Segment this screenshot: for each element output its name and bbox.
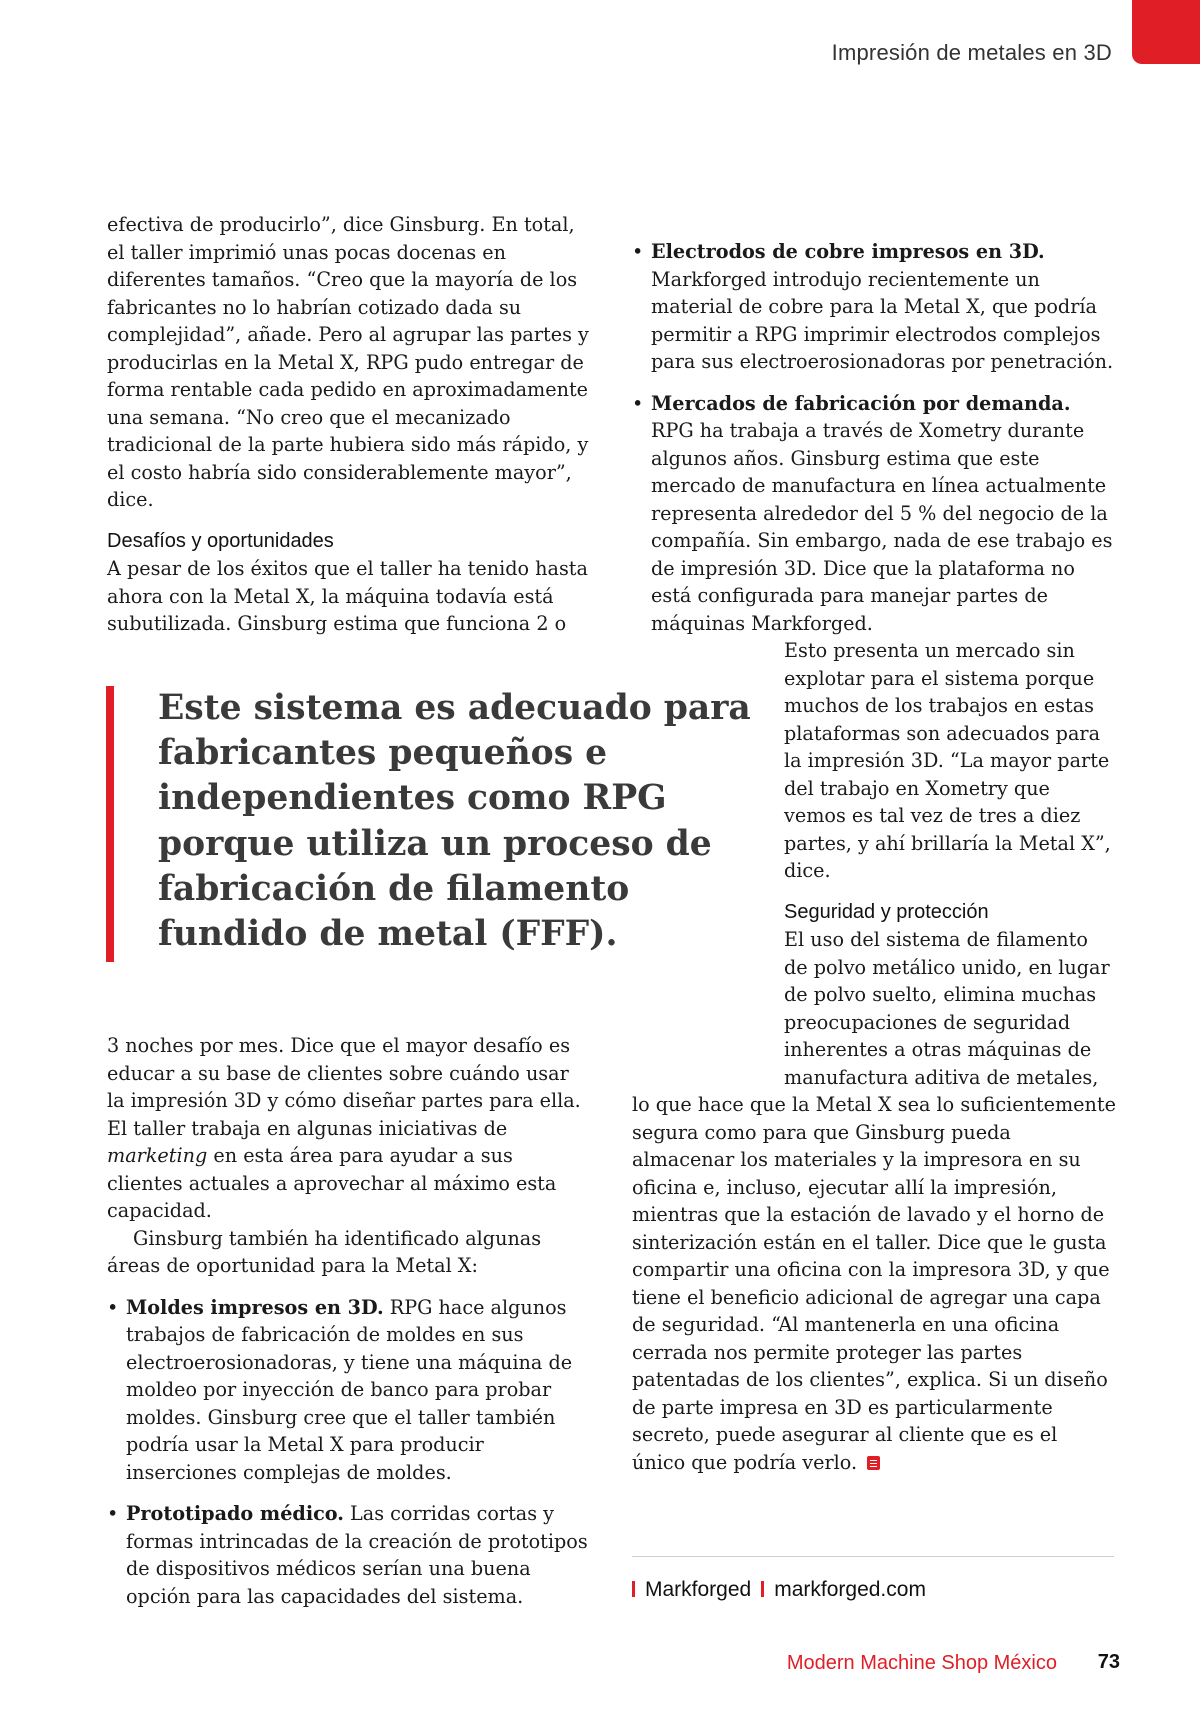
red-corner-tab: [1132, 0, 1200, 64]
red-bar-icon: [761, 1581, 764, 1597]
right-column: [632, 238, 1116, 1476]
end-mark-icon: [867, 1456, 880, 1470]
bullet-on-demand-markets: • Mercados de fabricación por demanda. RPG ha trabaja a través de Xometry durante algunos años. Ginsburg estima que este mercado de manufactura en línea actualmente representa alrededor del 5 % del negocio de la compañía. Sin embargo, nada de ese trabajo es de impresión 3D. Dice que la plataforma no está configurada para manejar partes de máquinas Markforged.: [632, 390, 1116, 638]
footer-publication: Modern Machine Shop México: [786, 1652, 1057, 1674]
bullet-copper-electrodes: • Electrodos de cobre impresos en 3D. Markforged introdujo recientemente un material de cobre para la Metal X, que podría permitir a RPG imprimir electrodos complejos para sus electroerosionadoras por penetración.: [632, 238, 1116, 376]
challenges-paragraph-c: Ginsburg también ha identificado algunas áreas de oportunidad para la Metal X:: [107, 1226, 542, 1277]
challenges-paragraph-b: 3 noches por mes. Dice que el mayor desafío es educar a su base de clientes sobre cuándo usar la impresión 3D y cómo diseñar partes para ella. El taller trabaja en algunas iniciativas de marketing en esta área para ayudar a sus clientes actuales a aprovechar al máximo esta capacidad.: [107, 1034, 581, 1222]
pull-quote-text: Este sistema es adecuado para fabricantes pequeños e independientes como RPG porque utiliza un proceso de fabricación de filamento fundido de metal (FFF).: [158, 688, 751, 955]
safety-paragraph: El uso del sistema de filamento de polvo metálico unido, en lugar de polvo suelto, elimina muchas preocupaciones de seguridad inherentes a otras máquinas de manufactura aditiva de metales, lo que hace que la Metal X sea lo suficientemente segura como para que Ginsburg pueda almacenar los materiales y la impresora en su oficina e, incluso, ejecutar allí la impresión, mientras que la estación de lavado y el horno de sinterización están en el taller. Dice que le gusta compartir una oficina con la impresora 3D, y que tiene el beneficio adicional de agregar una capa de seguridad. “Al mantenerla en una oficina cerrada nos permite proteger las partes patentadas de los clientes”, explica. Si un diseño de parte impresa en 3D es particularmente secreto, puede asegurar al cliente que es el único que podría verlo.: [632, 928, 1116, 1474]
page-number: 73: [1097, 1651, 1120, 1673]
credit-company: Markforged: [645, 1578, 752, 1601]
challenges-paragraph-a: A pesar de los éxitos que el taller ha tenido hasta ahora con la Metal X, la máquina todavía está subutilizada. Ginsburg estima que funciona 2 o: [107, 557, 588, 635]
source-credit: [632, 1578, 926, 1602]
bullet-medical: • Prototipado médico. Las corridas cortas y formas intrincadas de la creación de prototipos de dispositivos médicos serían una buena opción para las capacidades del sistema.: [107, 1500, 591, 1610]
continuation-paragraph: Esto presenta un mercado sin explotar para el sistema porque muchos de los trabajos en estas plataformas son adecuados para la impresión 3D. “La mayor parte del trabajo en Xometry que vemos es tal vez de tres a diez partes, y ahí brillaría la Metal X”, dice.: [784, 639, 1111, 882]
pull-quote-wrap-space: [632, 637, 784, 1077]
credit-divider: [632, 1556, 1114, 1557]
bullet-molds: • Moldes impresos en 3D. RPG hace algunos trabajos de fabricación de moldes en sus electroerosionadoras, y tiene una máquina de moldeo por inyección de banco para probar moldes. Ginsburg cree que el taller también podría usar la Metal X para producir inserciones complejas de moldes.: [107, 1294, 591, 1487]
intro-paragraph: efectiva de producirlo”, dice Ginsburg. En total, el taller imprimió unas pocas docenas en diferentes tamaños. “Creo que la mayoría de los fabricantes no lo habrían cotizado dada su complejidad”, añade. Pero al agrupar las partes y producirlas en la Metal X, RPG pudo entregar de forma rentable cada pedido en aproximadamente una semana. “No creo que el mecanizado tradicional de la parte hubiera sido más rápido, y el costo habría sido considerablemente mayor”, dice.: [107, 213, 589, 511]
red-bar-icon: [632, 1581, 635, 1597]
credit-website[interactable]: markforged.com: [774, 1578, 926, 1601]
section-heading-challenges: Desafíos y oportunidades: [107, 529, 334, 552]
section-heading-safety: Seguridad y protección: [784, 900, 989, 923]
left-column-top: [107, 211, 591, 638]
running-header: Impresión de metales en 3D: [831, 40, 1112, 65]
left-column-bottom: [107, 1032, 591, 1610]
